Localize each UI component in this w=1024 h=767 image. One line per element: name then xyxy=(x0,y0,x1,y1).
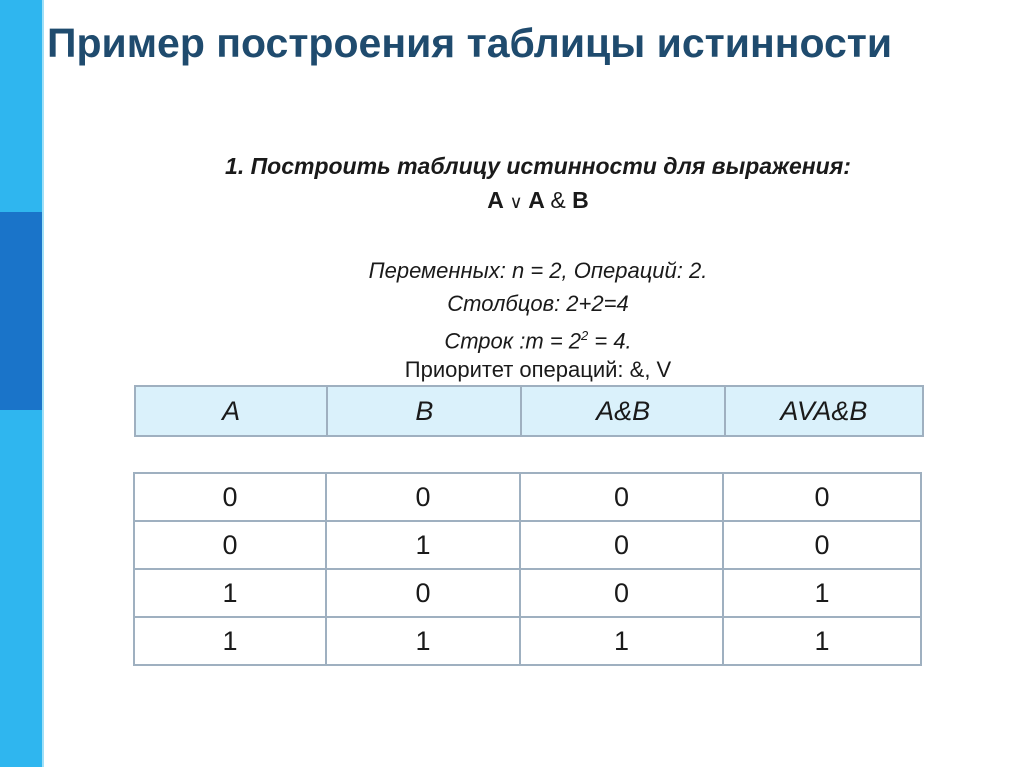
header-row xyxy=(135,386,923,436)
info-rows-exponent: 2 xyxy=(581,328,589,343)
info-columns: Столбцов: 2+2=4 xyxy=(447,291,629,316)
info-rows-prefix: Строк :m = 2 xyxy=(444,328,582,354)
table-cell: 0 xyxy=(326,473,520,521)
table-cell: 0 xyxy=(134,473,326,521)
truth-table-header xyxy=(134,385,924,437)
header-cell: AVA&B xyxy=(725,386,923,436)
table-cell: 1 xyxy=(326,521,520,569)
table-row xyxy=(134,521,921,569)
expr-var-a: A xyxy=(528,187,544,213)
table-cell: 0 xyxy=(520,569,723,617)
task-statement: 1. Построить таблицу истинности для выражения: xyxy=(225,153,851,179)
table-cell: 0 xyxy=(520,521,723,569)
table-row xyxy=(134,617,921,665)
table-cell: 1 xyxy=(134,569,326,617)
table-cell: 1 xyxy=(723,569,921,617)
slide-title: Пример построения таблицы истинности xyxy=(47,20,893,66)
table-row xyxy=(134,569,921,617)
side-accent-divider xyxy=(42,0,44,767)
table-cell: 0 xyxy=(134,521,326,569)
expr-var-a: A xyxy=(487,187,504,213)
expr-and-operator: & xyxy=(550,187,566,213)
side-accent-bar-dark-segment xyxy=(0,212,42,410)
expr-or-operator: ∨ xyxy=(509,192,523,212)
expr-var-b: B xyxy=(572,187,589,213)
table-row xyxy=(134,473,921,521)
table-cell: 0 xyxy=(723,473,921,521)
table-cell: 1 xyxy=(723,617,921,665)
header-cell: A&B xyxy=(521,386,724,436)
info-priority: Приоритет операций: &, V xyxy=(404,357,672,382)
table-cell: 1 xyxy=(520,617,723,665)
info-variables: Переменных: n = 2, Операций: 2. xyxy=(368,258,708,283)
table-cell: 1 xyxy=(134,617,326,665)
header-cell: A xyxy=(135,386,327,436)
info-rows-suffix: = 4. xyxy=(588,328,632,354)
info-rows xyxy=(100,320,976,356)
table-cell: 0 xyxy=(326,569,520,617)
table-cell: 0 xyxy=(520,473,723,521)
header-cell: B xyxy=(327,386,521,436)
table-cell: 0 xyxy=(723,521,921,569)
truth-table-body xyxy=(133,472,922,666)
table-cell: 1 xyxy=(326,617,520,665)
task-expression xyxy=(100,185,976,218)
